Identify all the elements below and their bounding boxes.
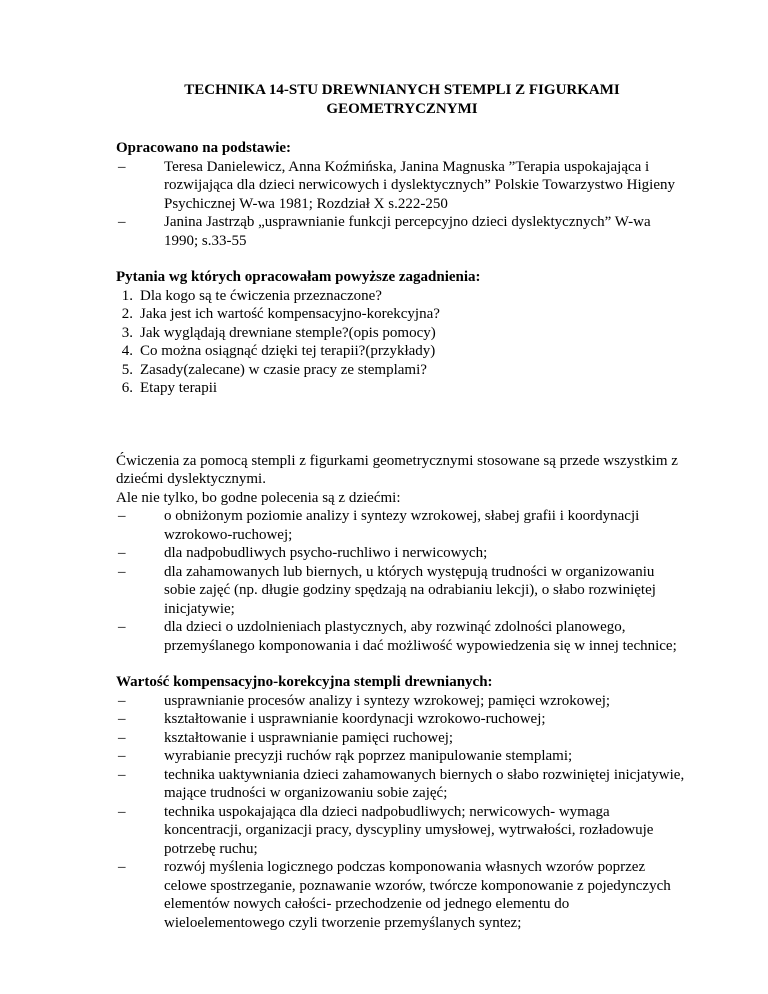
questions-section (116, 268, 688, 398)
value-heading: Wartość kompensacyjno-korekcyjna stempli drewnianych: (116, 674, 493, 690)
item-number: 5. (121, 361, 133, 378)
list-item: – wyrabianie precyzji ruchów rąk poprzez manipulowanie stemplami; (116, 747, 688, 766)
list-item: – o obniżonym poziomie analizy i syntezy wzrokowej, słabej grafii i koordynacji wzrokowo-ruchowej; (116, 507, 688, 544)
questions-list (116, 287, 688, 398)
item-text: Dla kogo są te ćwiczenia przeznaczone? (140, 287, 382, 304)
questions-heading: Pytania wg których opracowałam powyższe zagadnienia: (116, 269, 481, 285)
title-line: GEOMETRYCZNYMI (326, 101, 478, 117)
item-number: 4. (121, 343, 133, 359)
item-text: Jaka jest ich wartość kompensacyjno-korekcyjna? (140, 306, 440, 322)
intro-paragraph: Ćwiczenia za pomocą stempli z figurkami geometrycznymi stosowane są przede wszystkim z dziećmi dyslektycznymi. (116, 452, 678, 487)
sources-list (116, 158, 688, 251)
item-text: Jak wyglądają drewniane stemple?(opis pomocy) (140, 324, 436, 341)
item-number: 3. (121, 324, 133, 341)
item-text: Zasady(zalecane) w czasie pracy ze stemplami? (140, 361, 427, 378)
item-text: Co można osiągnąć dzięki tej terapii?(przykłady) (140, 343, 436, 359)
list-item (116, 361, 688, 380)
value-section (116, 673, 688, 932)
list-item (116, 379, 688, 398)
list-item: – technika uaktywniania dzieci zahamowanych biernych o słabo rozwiniętej inicjatywie, mające trudności w organizowaniu sobie zajęć; (116, 766, 688, 803)
list-item: – Teresa Danielewicz, Anna Koźmińska, Janina Magnuska ”Terapia uspokajająca i rozwijająca dla dzieci nerwicowych i dyslektycznych” Polskie Towarzystwo Higieny Psychicznej W-wa 1981; Rozdział X s.222-250 (116, 158, 688, 214)
item-number: 2. (121, 306, 133, 322)
item-text: Etapy terapii (140, 380, 218, 396)
list-item: – technika uspokajająca dla dzieci nadpobudliwych; nerwicowych- wymaga koncentracji, organizacji pracy, dyscypliny umysłowej, wytrwałości, rozładowuje potrzebę ruchu; (116, 803, 688, 859)
list-item: – rozwój myślenia logicznego podczas komponowania własnych wzorów poprzez celowe spostrzeganie, poznawanie wzorów, twórcze komponowanie z pojedynczych elementów nowych całości- przechodzenie od jednego elementu do wieloelementowego czyli tworzenie przemyślanych syntez; (116, 858, 688, 932)
intro-section (116, 452, 688, 656)
list-item: – Janina Jastrząb „usprawnianie funkcji percepcyjno dzieci dyslektycznych” W-wa 1990; s.33-55 (116, 213, 688, 250)
list-item: – usprawnianie procesów analizy i syntezy wzrokowej; pamięci wzrokowej; (116, 692, 688, 711)
list-item (116, 342, 688, 361)
spacer (116, 416, 688, 452)
sources-heading: Opracowano na podstawie: (116, 140, 292, 156)
list-item: – kształtowanie i usprawnianie pamięci ruchowej; (116, 729, 688, 748)
list-item: – dla dzieci o uzdolnieniach plastycznych, aby rozwinąć zdolności planowego, przemyślanego komponowania i dać możliwość wypowiedzenia się w innej technice; (116, 618, 688, 655)
item-number: 6. (121, 380, 133, 396)
list-item (116, 305, 688, 324)
intro-paragraph: Ale nie tylko, bo godne polecenia są z dziećmi: (116, 489, 401, 506)
sources-section (116, 139, 688, 250)
intro-list (116, 507, 688, 655)
document-title (116, 81, 688, 119)
value-list (116, 692, 688, 933)
list-item: – dla nadpobudliwych psycho-ruchliwo i nerwicowych; (116, 544, 688, 563)
list-item (116, 287, 688, 306)
list-item: – kształtowanie i usprawnianie koordynacji wzrokowo-ruchowej; (116, 710, 688, 729)
list-item (116, 324, 688, 343)
title-line: TECHNIKA 14-STU DREWNIANYCH STEMPLI Z FIGURKAMI (184, 82, 620, 98)
item-number: 1. (121, 287, 133, 304)
list-item: – dla zahamowanych lub biernych, u których występują trudności w organizowaniu sobie zajęć (np. długie godziny spędzają na odrabianiu lekcji), o słabo rozwiniętej inicjatywie; (116, 563, 688, 619)
